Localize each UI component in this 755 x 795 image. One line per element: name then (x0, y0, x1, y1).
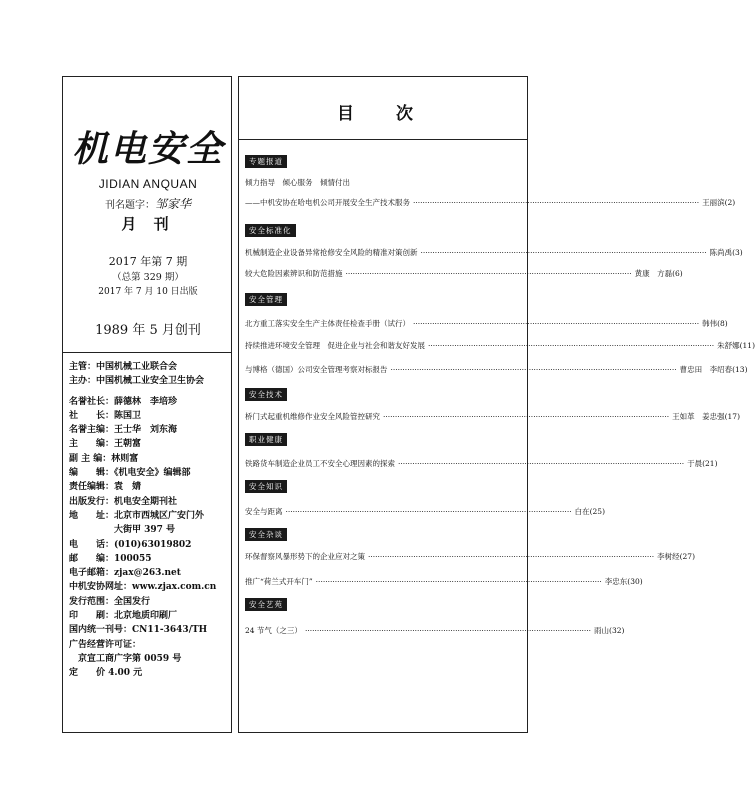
publication-date: 2017 年 7 月 10 日出版 (98, 287, 198, 297)
section-label: 安全标准化 (245, 224, 296, 237)
toc-leader-dots: ························································································································ (383, 412, 670, 421)
masthead-panel (62, 76, 232, 733)
toc-entry-title: 持续推进环境安全管理 促进企业与社会和谐友好发展 (245, 341, 425, 350)
section-label: 安全艺苑 (245, 598, 287, 611)
info-line: 责任编辑：袁 婧 (69, 482, 142, 493)
issue-number: 2017 年第 7 期 (108, 255, 188, 268)
toc-entry[interactable] (245, 198, 736, 208)
toc-leader-dots: ························································································································ (390, 365, 677, 374)
toc-leader-dots: ························································································································ (345, 269, 632, 278)
journal-title-pinyin: JIDIAN ANQUAN (98, 177, 198, 191)
inscription-label: 刊名题字： (104, 200, 155, 211)
toc-entry-author-page: 李树经(27) (657, 552, 695, 561)
toc-entry-author-page: 韩伟(8) (702, 319, 728, 328)
info-line: 出版发行：机电安全期刊社 (69, 496, 178, 507)
total-issue: （总第 329 期） (112, 272, 184, 283)
journal-title: 机电安全 (71, 128, 224, 170)
info-line: 定 价 4.00 元 (69, 668, 143, 679)
toc-leader-dots: ························································································································ (413, 319, 700, 328)
section-label: 职业健康 (245, 433, 287, 446)
toc-entry[interactable] (245, 365, 748, 375)
info-line: 地 址：北京市西城区广安门外 (69, 510, 205, 521)
toc-entry-title: 安全与距离 (245, 507, 283, 516)
toc-entry-author-page: 黄康 方磊(6) (634, 269, 683, 278)
toc-entry-author-page: 朱舒娜(11) (717, 341, 755, 350)
toc-entry-title: 桥门式起重机维修作业安全风险管控研究 (245, 412, 380, 421)
toc-entry[interactable] (245, 269, 683, 279)
frequency: 月 刊 (121, 215, 175, 233)
toc-entry-author-page: 白在(25) (574, 507, 605, 516)
info-line: 发行范围：全国发行 (69, 596, 151, 607)
toc-entry-title: 较大危险因素辨识和防范措施 (245, 269, 343, 278)
info-line: 主管：中国机械工业联合会 (69, 362, 178, 372)
toc-leader-dots: ························································································································ (368, 552, 655, 561)
toc-entry[interactable] (245, 507, 605, 517)
info-line: 电子邮箱：zjax@263.net (69, 568, 181, 579)
toc-entry[interactable] (245, 626, 625, 636)
section-label: 安全技术 (245, 388, 287, 401)
toc-entry-author-page: 王丽滨(2) (702, 198, 736, 207)
toc-entry-author-page: 雨山(32) (594, 626, 625, 635)
toc-leader-dots: ························································································································ (413, 198, 700, 207)
feature-lead: 倾力指导 倾心服务 倾情付出 (245, 178, 350, 187)
toc-entry[interactable] (245, 341, 755, 351)
toc-entry-title: 铁路货车制造企业员工不安全心理因素的探索 (245, 459, 395, 468)
section-label: 安全管理 (245, 293, 287, 306)
toc-title: 目 次 (337, 104, 431, 124)
info-line: 印 刷：北京地质印刷厂 (69, 611, 178, 622)
info-line: 中机安协网址：www.zjax.com.cn (69, 582, 217, 593)
info-line: 电 话：(010)63019802 (69, 539, 192, 550)
info-line: 广告经营许可证： (69, 639, 142, 650)
toc-entry-title: 24 节气（之三） (245, 626, 302, 635)
toc-entry-author-page: 李忠东(30) (604, 577, 643, 586)
toc-leader-dots: ························································································································ (285, 507, 572, 516)
toc-panel (238, 76, 755, 733)
toc-entry-author-page: 王如革 姜忠强(17) (672, 412, 740, 421)
founded-date: 1989 年 5 月创刊 (95, 323, 201, 338)
toc-entry[interactable] (245, 552, 695, 562)
divider (63, 352, 231, 353)
toc-entry-author-page: 于晨(21) (687, 459, 718, 468)
toc-entry[interactable] (245, 577, 643, 587)
toc-entry-title: 北方重工落实安全生产主体责任检查手册（试行） (245, 319, 410, 328)
toc-leader-dots: ························································································································ (420, 248, 707, 257)
toc-leader-dots: ························································································································ (315, 577, 602, 586)
toc-entry[interactable] (245, 459, 718, 469)
toc-entry-author-page: 曹忠田 李绍春(13) (679, 365, 748, 374)
toc-entry-title: 推广“荷兰式开车门” (245, 577, 313, 586)
info-line: 社 长：陈国卫 (69, 410, 142, 421)
toc-leader-dots: ························································································································ (398, 459, 685, 468)
toc-entry[interactable] (245, 412, 740, 422)
toc-entry[interactable] (245, 248, 743, 258)
info-line: 主办：中国机械工业安全卫生协会 (69, 376, 205, 387)
inscription-signature: 邹家华 (154, 197, 191, 211)
section-label: 安全知识 (245, 480, 287, 493)
toc-entry-title: 与博格（德国）公司安全管理考察对标报告 (245, 365, 388, 374)
toc-entry[interactable] (245, 319, 728, 329)
info-line: 国内统一刊号：CN11-3643/TH (69, 625, 208, 636)
info-line: 名誉主编：王士华 刘东海 (69, 425, 178, 436)
toc-leader-dots: ························································································································ (304, 626, 592, 635)
section-label: 专题报道 (245, 155, 287, 168)
info-line: 副 主 编：林则富 (69, 453, 139, 464)
info-line: 邮 编：100055 (69, 553, 152, 564)
info-line: 大街甲 397 号 (69, 525, 176, 536)
info-line: 京宣工商广字第 0059 号 (69, 653, 182, 664)
info-line: 名誉社长：薛德林 李培珍 (69, 396, 178, 407)
toc-entry-title: 机械制造企业设备异常抢修安全风险的精准对策创新 (245, 248, 418, 257)
toc-leader-dots: ························································································································ (428, 341, 715, 350)
info-line: 编 辑：《机电安全》编辑部 (69, 468, 191, 479)
toc-entry-title: ——中机安协在哈电机公司开展安全生产技术服务 (245, 198, 410, 207)
section-label: 安全杂谈 (245, 528, 287, 541)
toc-entry-author-page: 陈尚禹(3) (709, 248, 743, 257)
info-line: 主 编：王朝富 (69, 439, 142, 450)
toc-divider (239, 139, 527, 140)
toc-entry-title: 环保督察风暴形势下的企业应对之策 (245, 552, 365, 561)
inscription (63, 195, 233, 212)
publisher-info (69, 360, 231, 681)
